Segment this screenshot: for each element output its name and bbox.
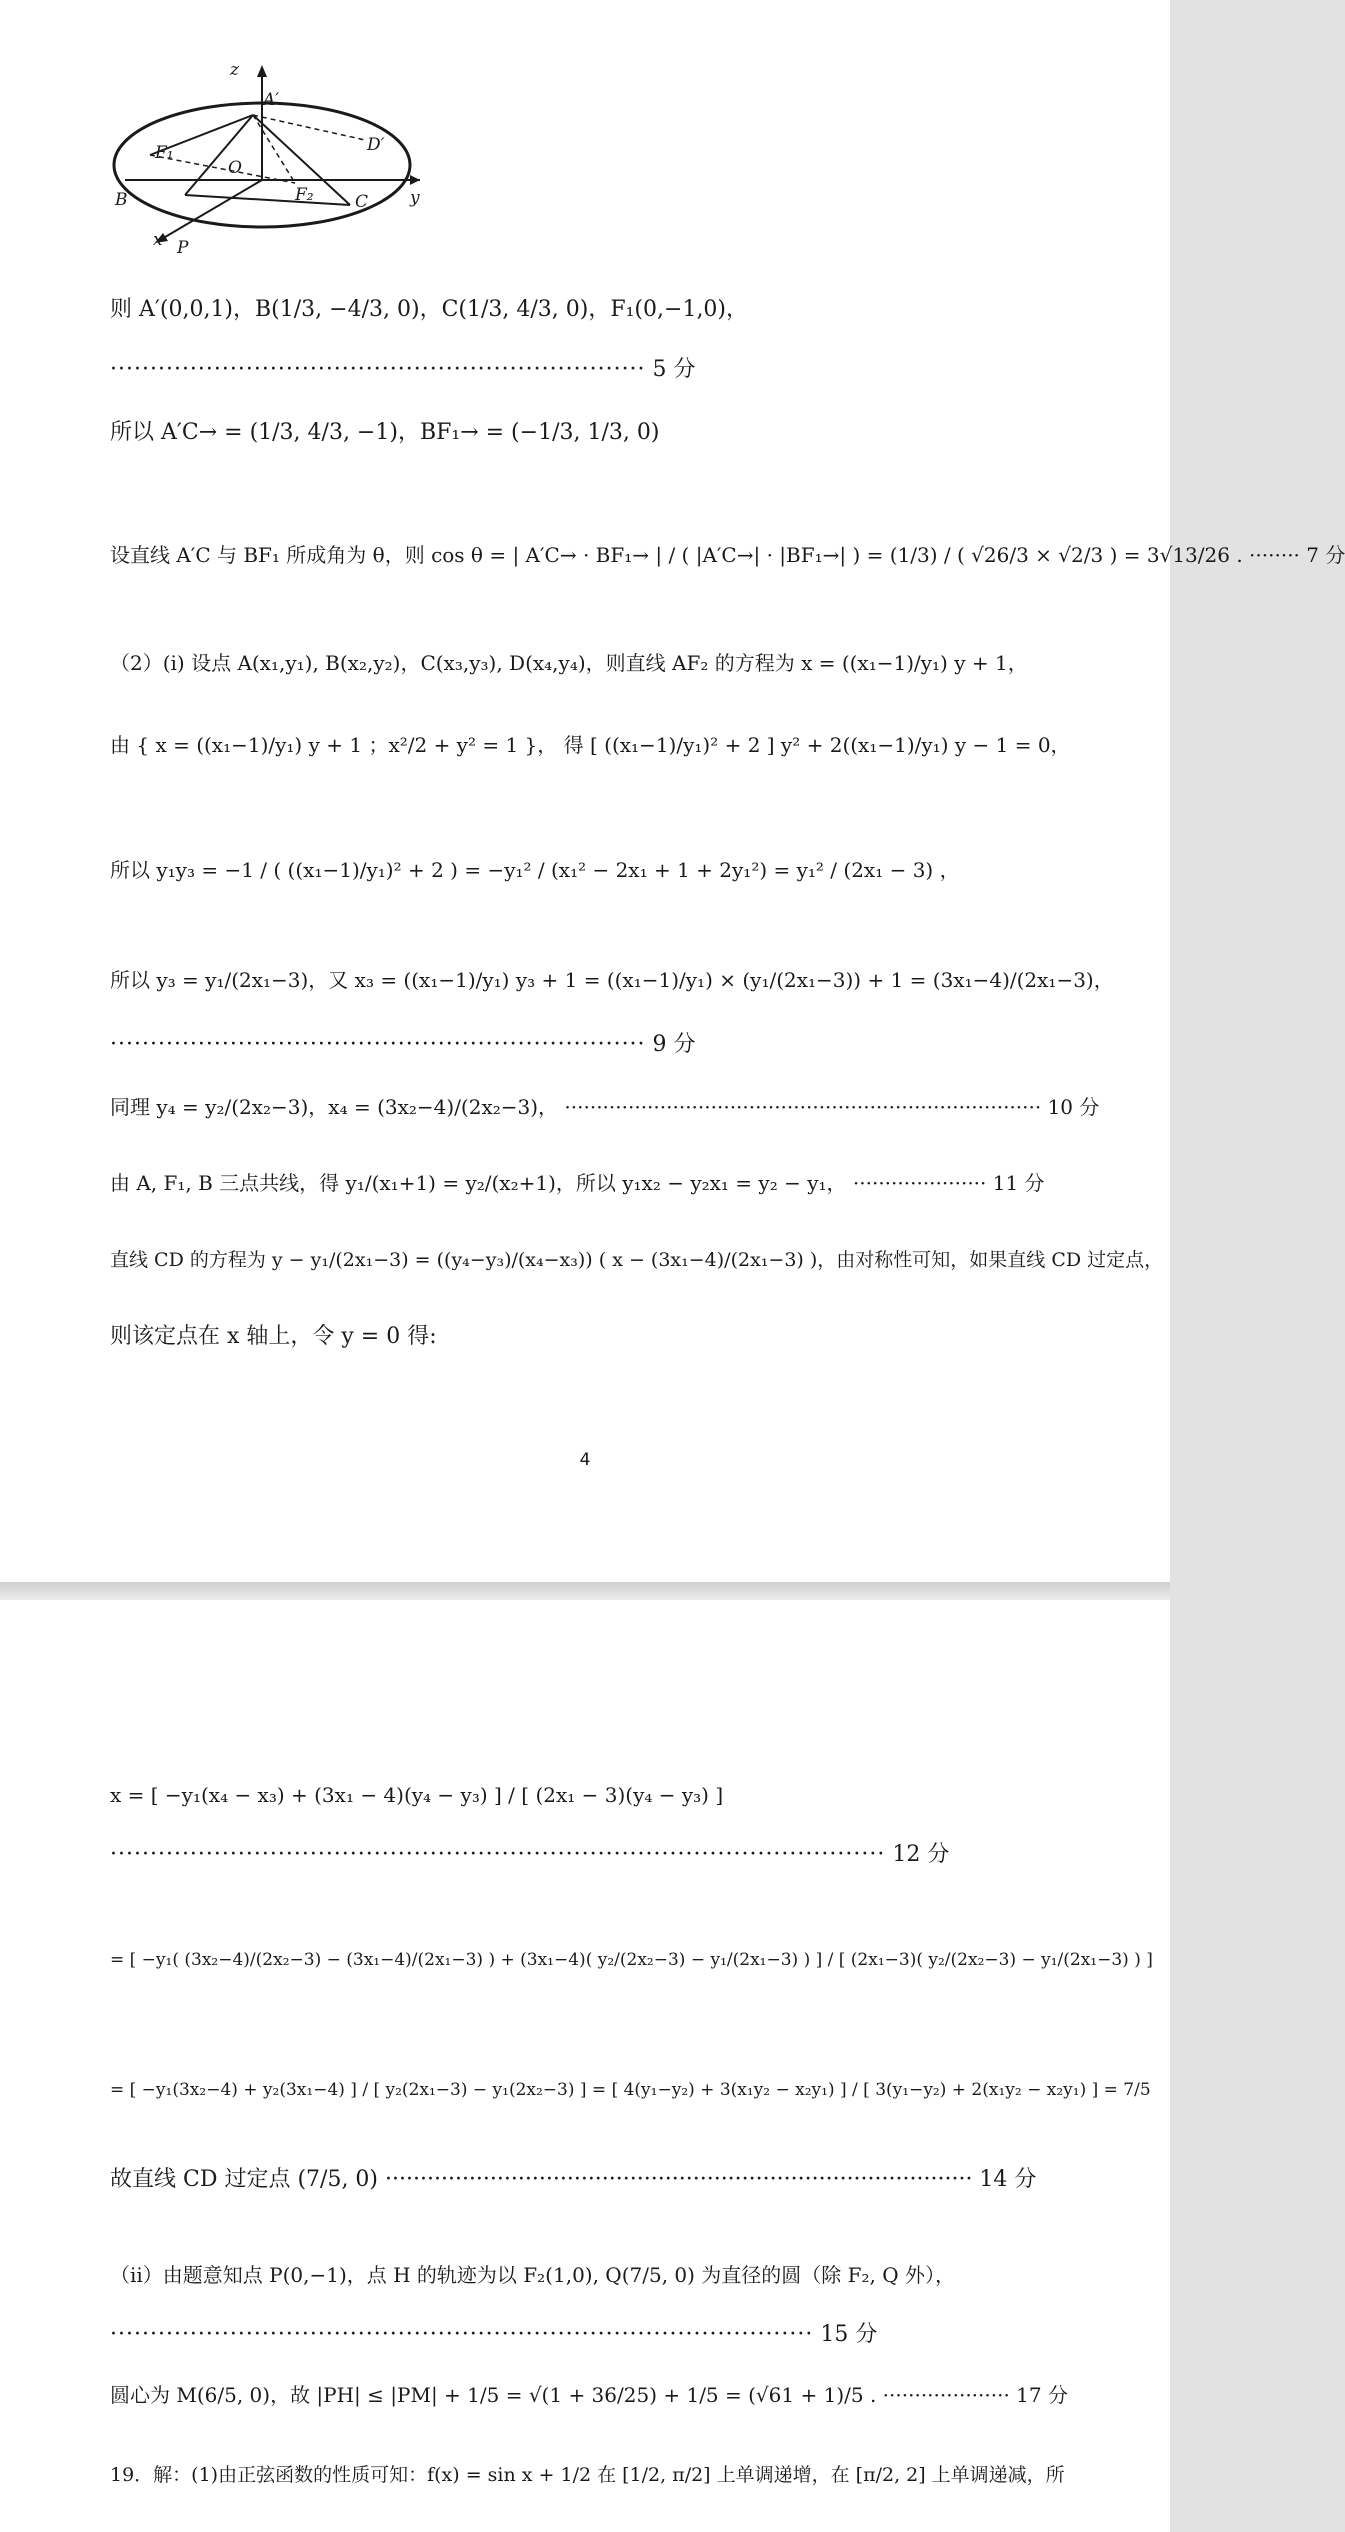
score-line-12	[110, 1840, 949, 1870]
fixed-point-text: 故直线 CD 过定点 (7/5, 0)	[110, 2167, 379, 2192]
system-line	[110, 730, 1071, 760]
circle-center-line	[110, 2380, 1068, 2410]
fig-label-y: y	[410, 188, 420, 208]
coords-line: 则 A′(0,0,1)，B(1/3, −4/3, 0)，C(1/3, 4/3, 0)，F₁(0,−1,0)，	[110, 297, 749, 322]
score-line-9	[110, 1030, 696, 1060]
score-mark: 15 分	[820, 2322, 878, 2347]
page-number: 4	[579, 1450, 591, 1470]
quadratic-result: 得 [ ((x₁−1)/y₁)² + 2 ] y² + 2((x₁−1)/y₁) y − 1 = 0，	[563, 733, 1071, 757]
circle-center-text: 圆心为 M(6/5, 0)，故 |PH| ≤ |PM| + 1/5 = √(1 + 36/25) + 1/5 = (√61 + 1)/5 .	[110, 2383, 877, 2407]
score-line-15	[110, 2320, 877, 2350]
line-cd-equation: 直线 CD 的方程为 y − y₁/(2x₁−3) = ((y₄−y₃)/(x₄−x₃)) ( x − (3x₁−4)/(2x₁−3) )，由对称性可知，如果直线 CD 过定点，	[110, 1249, 1164, 1271]
cos-theta-line	[110, 540, 1345, 570]
score-mark: ····················· 11 分	[852, 1171, 1045, 1195]
fig-label-x: x	[153, 230, 163, 250]
collinear-text: 由 A, F₁, B 三点共线，得 y₁/(x₁+1) = y₂/(x₂+1)，所以 y₁x₂ − y₂x₁ = y₂ − y₁，	[110, 1171, 847, 1195]
substitution-line: = [ −y₁( (3x₂−4)/(2x₂−3) − (3x₁−4)/(2x₁−3) ) + (3x₁−4)( y₂/(2x₂−3) − y₁/(2x₁−3) ) ] / [ (2x₁−3)( y₂/(2x₂−3) − y₁/(2x₁−3) ) ]	[110, 1950, 1153, 1970]
dot-leader: ···································································	[110, 1032, 646, 1057]
score-mark: ··········································································· 10 分	[564, 1095, 1100, 1119]
cos-theta-text: 设直线 A′C 与 BF₁ 所成角为 θ，则 cos θ = | A′C→ · BF₁→ | / ( |A′C→| · |BF₁→| ) = (1/3) / ( √26/3 × √2/3 ) = 3√13/26 .	[110, 543, 1243, 567]
part-ii-line: （ii）由题意知点 P(0,−1)，点 H 的轨迹为以 F₂(1,0), Q(7/5, 0) 为直径的圆（除 F₂, Q 外），	[110, 2263, 956, 2287]
score-mark: 5 分	[652, 357, 696, 382]
fixed-point-line	[110, 2165, 1036, 2195]
fig-label-c: C	[355, 192, 369, 212]
dot-leader: ·································································································	[110, 1842, 886, 1867]
score-mark: ···················· 17 分	[882, 2383, 1068, 2407]
dot-leader: ···································································	[110, 357, 646, 382]
system-equations: 由 { x = ((x₁−1)/y₁) y + 1 ；x²/2 + y² = 1 }，	[110, 733, 558, 757]
product-line: 所以 y₁y₃ = −1 / ( ((x₁−1)/y₁)² + 2 ) = −y₁² / (x₁² − 2x₁ + 1 + 2y₁²) = y₁² / (2x₁ − 3) ，	[110, 858, 960, 882]
fig-label-f1: F₁	[155, 143, 174, 163]
collinear-line	[110, 1168, 1045, 1198]
vector-line: 所以 A′C→ = (1/3, 4/3, −1)，BF₁→ = (−1/3, 1/3, 0)	[110, 420, 660, 445]
ellipse-3d-figure	[105, 55, 435, 265]
fig-label-o: O	[228, 158, 242, 178]
document-page-2	[0, 1600, 1170, 2532]
x-expression-line: x = [ −y₁(x₄ − x₃) + (3x₁ − 4)(y₄ − y₃) ] / [ (2x₁ − 3)(y₄ − y₃) ]	[110, 1783, 724, 1807]
fig-label-d-prime: D′	[367, 135, 385, 155]
simplification-line: = [ −y₁(3x₂−4) + y₂(3x₁−4) ] / [ y₂(2x₁−3) − y₁(2x₂−3) ] = [ 4(y₁−y₂) + 3(x₁y₂ − x₂y₁) ] / [ 3(y₁−y₂) + 2(x₁y₂ − x₂y₁) ] = 7/5	[110, 2080, 1151, 2100]
page-separator	[0, 1582, 1170, 1600]
fig-label-z: z	[230, 60, 239, 80]
fig-label-a-prime: A′	[263, 90, 280, 110]
fig-label-p: P	[177, 238, 189, 258]
fixed-point-intro: 则该定点在 x 轴上，令 y = 0 得:	[110, 1324, 437, 1349]
similarly-text: 同理 y₄ = y₂/(2x₂−3)，x₄ = (3x₂−4)/(2x₂−3)，	[110, 1095, 559, 1119]
score-mark: ········ 7 分	[1249, 543, 1345, 567]
y3-x3-line: 所以 y₃ = y₁/(2x₁−3)，又 x₃ = ((x₁−1)/y₁) y₃ + 1 = ((x₁−1)/y₁) × (y₁/(2x₁−3)) + 1 = (3x₁−4)/(2x₁−3)，	[110, 968, 1114, 992]
score-line-5	[110, 355, 696, 385]
score-mark: ···················································································· 14 分	[385, 2167, 1037, 2192]
dot-leader: ························································································	[110, 2322, 814, 2347]
similarly-line	[110, 1092, 1099, 1122]
fig-label-f2: F₂	[295, 185, 314, 205]
fig-label-b: B	[115, 190, 128, 210]
score-mark: 12 分	[892, 1842, 950, 1867]
question-19-line: 19．解：(1)由正弦函数的性质可知：f(x) = sin x + 1/2 在 [1/2, π/2] 上单调递增，在 [π/2, 2] 上单调递减，所	[110, 2464, 1065, 2486]
part2-setup-line: （2）(i) 设点 A(x₁,y₁), B(x₂,y₂)，C(x₃,y₃), D(x₄,y₄)，则直线 AF₂ 的方程为 x = ((x₁−1)/y₁) y + 1，	[110, 651, 1028, 675]
score-mark: 9 分	[652, 1032, 696, 1057]
